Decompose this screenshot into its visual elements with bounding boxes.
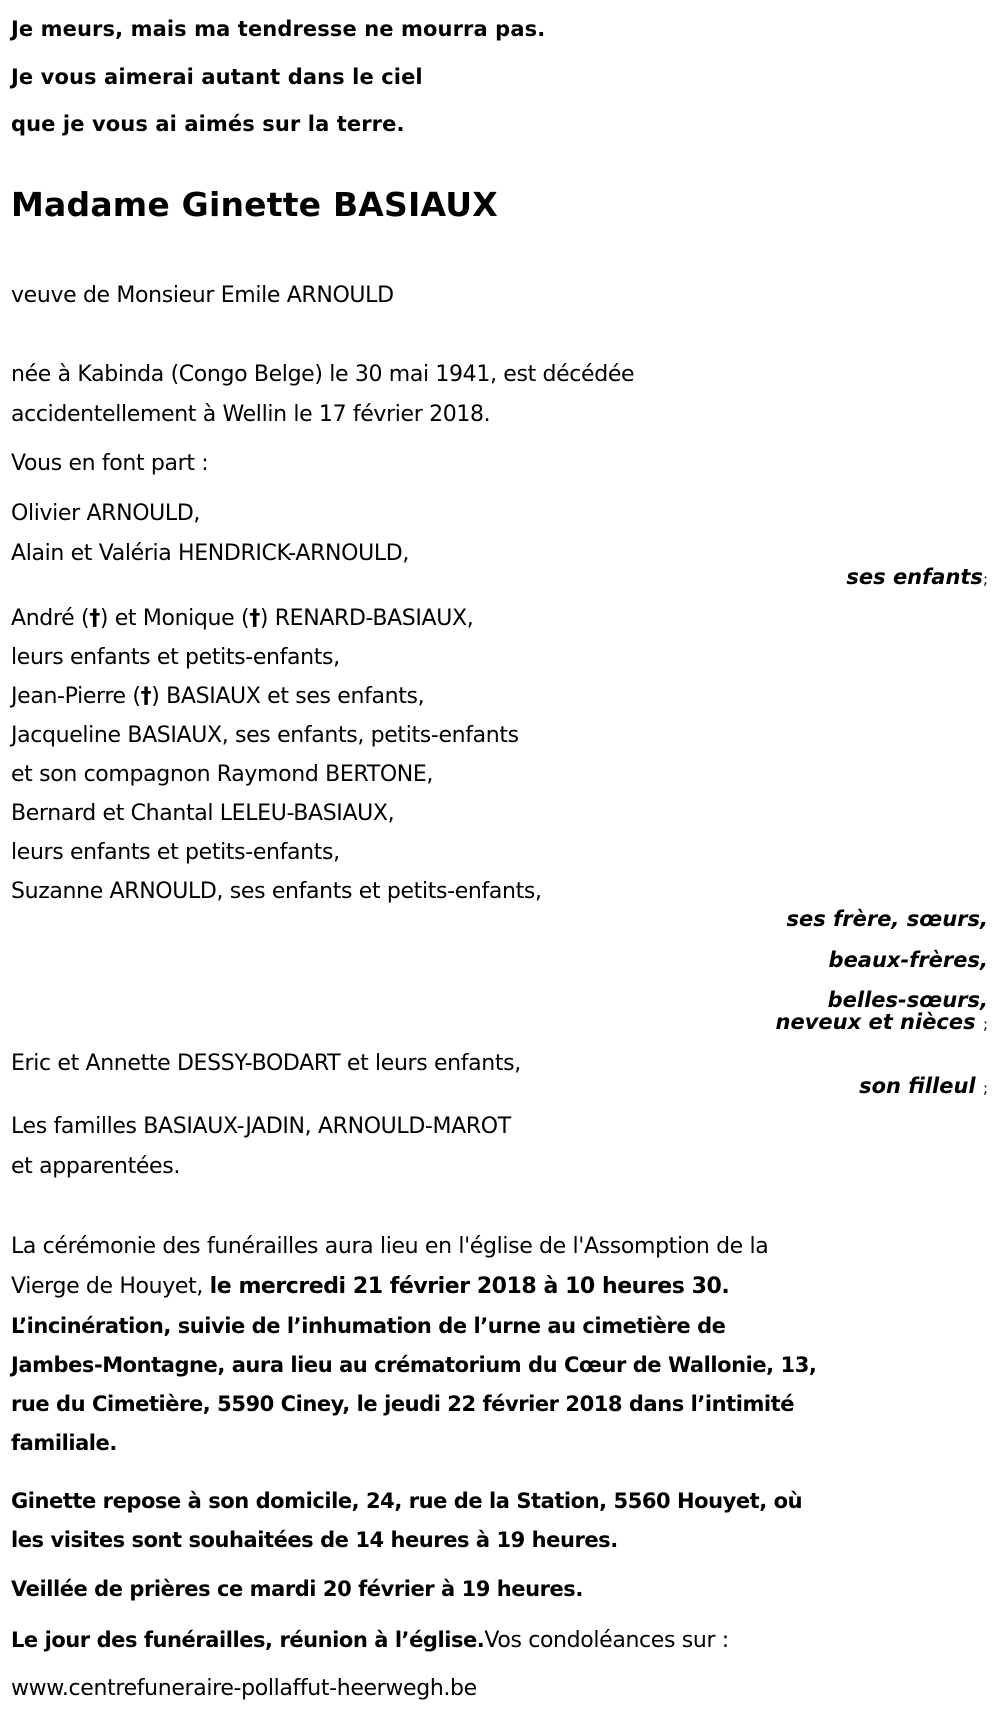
family-line <box>11 686 424 708</box>
relation-punct: ; <box>982 1079 988 1097</box>
ceremony-line <box>11 1276 729 1298</box>
relation-label: beaux-frères, <box>828 948 988 972</box>
family-line: Bernard et Chantal LELEU-BASIAUX, <box>11 801 395 826</box>
cross-icon: † <box>89 606 100 631</box>
relation-punct: ; <box>982 570 988 588</box>
family-line: Eric et Annette DESSY-BODART et leurs enfants, <box>11 1051 521 1076</box>
cremation-line: rue du Cimetière, 5590 Ciney, le jeudi 22 février 2018 dans l’intimité <box>11 1392 795 1416</box>
family-line: Suzanne ARNOULD, ses enfants et petits-enfants, <box>11 879 542 904</box>
cross-icon: † <box>249 606 260 631</box>
relation-text: ses enfants <box>846 565 983 589</box>
relation-label: ses frère, sœurs, <box>786 907 988 931</box>
deceased-name: Madame Ginette BASIAUX <box>11 185 498 224</box>
website-link[interactable]: www.centrefuneraire-pollaffut-heerwegh.be <box>11 1676 477 1701</box>
announcement-intro: Vous en font part : <box>11 451 209 476</box>
family-line: leurs enfants et petits-enfants, <box>11 645 340 670</box>
relation-text: son filleul <box>859 1074 983 1098</box>
relation-label <box>846 567 988 588</box>
visitation-line: les visites sont souhaitées de 14 heures à 19 heures. <box>11 1528 618 1552</box>
families-line: et apparentées. <box>11 1154 180 1179</box>
closing-line <box>11 1630 729 1652</box>
relation-label <box>776 1012 988 1033</box>
text: ) RENARD-BASIAUX, <box>259 606 474 631</box>
text: ) BASIAUX et ses enfants, <box>151 684 425 709</box>
family-line: leurs enfants et petits-enfants, <box>11 840 340 865</box>
cremation-line: familiale. <box>11 1431 117 1455</box>
cremation-line: L’incinération, suivie de l’inhumation de l’urne au cimetière de <box>11 1314 726 1338</box>
family-line: Jacqueline BASIAUX, ses enfants, petits-enfants <box>11 723 519 748</box>
family-line: et son compagnon Raymond BERTONE, <box>11 762 434 787</box>
condolences-label: Vos condoléances sur : <box>484 1628 729 1653</box>
vigil: Veillée de prières ce mardi 20 février à 19 heures. <box>11 1577 583 1601</box>
ceremony-date: le mercredi 21 février 2018 à 10 heures 30. <box>209 1274 730 1299</box>
quote-line: que je vous ai aimés sur la terre. <box>11 112 405 136</box>
birth-death-line: née à Kabinda (Congo Belge) le 30 mai 1941, est décédée <box>11 362 635 387</box>
families-line: Les familles BASIAUX-JADIN, ARNOULD-MAROT <box>11 1114 511 1139</box>
quote-line: Je vous aimerai autant dans le ciel <box>11 65 423 89</box>
birth-death-line: accidentellement à Wellin le 17 février 2018. <box>11 402 491 427</box>
meeting-note: Le jour des funérailles, réunion à l’église. <box>11 1628 485 1652</box>
relation-punct: ; <box>982 1015 988 1033</box>
cremation-line: Jambes-Montagne, aura lieu au crématorium du Cœur de Wallonie, 13, <box>11 1353 817 1377</box>
cross-icon: † <box>140 684 152 709</box>
family-line: Olivier ARNOULD, <box>11 501 201 526</box>
quote-line: Je meurs, mais ma tendresse ne mourra pas. <box>11 17 546 41</box>
text: Vierge de Houyet, <box>11 1274 210 1299</box>
family-line <box>11 608 473 630</box>
text: Jean-Pierre ( <box>11 684 141 709</box>
ceremony-line: La cérémonie des funérailles aura lieu en l'église de l'Assomption de la <box>11 1234 769 1259</box>
text: ) et Monique ( <box>99 606 250 631</box>
widow-of: veuve de Monsieur Emile ARNOULD <box>11 283 394 308</box>
relation-label: belles-sœurs, <box>827 988 988 1012</box>
visitation-line: Ginette repose à son domicile, 24, rue de la Station, 5560 Houyet, où <box>11 1489 803 1513</box>
relation-label <box>859 1076 988 1097</box>
text: André ( <box>11 606 90 631</box>
relation-text: neveux et nièces <box>775 1010 983 1034</box>
family-line: Alain et Valéria HENDRICK-ARNOULD, <box>11 541 410 566</box>
